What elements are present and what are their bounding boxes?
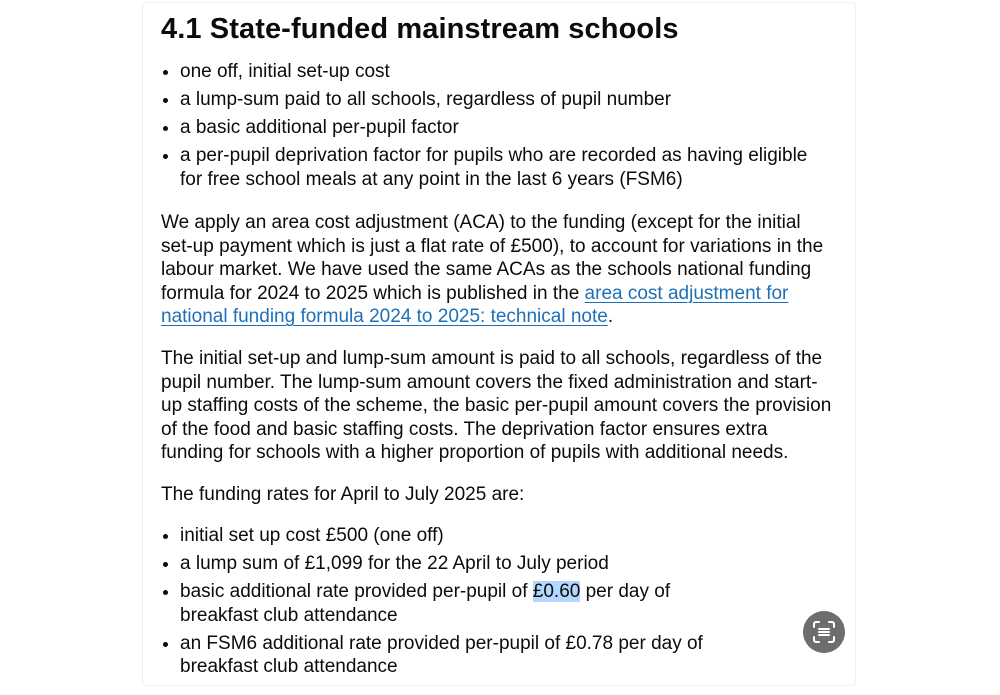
list-item: a lump-sum paid to all schools, regardless of pupil number — [161, 88, 841, 112]
list-item: initial set up cost £500 (one off) — [161, 524, 841, 548]
funding-components-list — [161, 60, 841, 196]
content-card — [142, 2, 856, 686]
list-item: one off, initial set-up cost — [161, 60, 841, 84]
list-item: a lump sum of £1,099 for the 22 April to July period — [161, 552, 841, 576]
aca-paragraph — [161, 211, 833, 329]
list-item: a basic additional per-pupil factor — [161, 116, 841, 140]
explanation-paragraph: The initial set-up and lump-sum amount is paid to all schools, regardless of the pupil number. The lump-sum amount covers the fixed administration and start-up staffing costs of the scheme, the basic per-pupil amount covers the provision of the food and basic staffing costs. The deprivation factor ensures extra funding for schools with a higher proportion of pupils with additional needs. — [161, 348, 832, 463]
text-scan-button[interactable] — [803, 611, 845, 653]
list-item: an FSM6 additional rate provided per-pupil of £0.78 per day of breakfast club attendance — [161, 632, 841, 679]
funding-rates-list — [161, 524, 841, 683]
list-item: basic additional rate provided per-pupil of £0.60 per day of breakfast club attendance — [161, 580, 841, 627]
aca-text: We apply an area cost adjustment (ACA) to the funding (except for the initial set-up payment which is just a flat rate of £500), to account for variations in the labour market. We have used the same ACAs as the schools national funding formula for 2024 to 2025 which is published in the — [161, 212, 824, 304]
section-heading: 4.1 State-funded mainstream schools — [161, 13, 679, 45]
aca-technical-note-link[interactable]: area cost adjustment for national funding formula 2024 to 2025: technical note — [161, 282, 789, 327]
aca-text-end: . — [607, 306, 614, 327]
selected-text[interactable]: £0.60 — [532, 581, 581, 602]
list-item: a per-pupil deprivation factor for pupils who are recorded as having eligible for free school meals at any point in the last 6 years (FSM6) — [161, 144, 841, 191]
rates-intro: The funding rates for April to July 2025 are: — [161, 484, 525, 505]
text-scan-icon — [811, 619, 837, 645]
